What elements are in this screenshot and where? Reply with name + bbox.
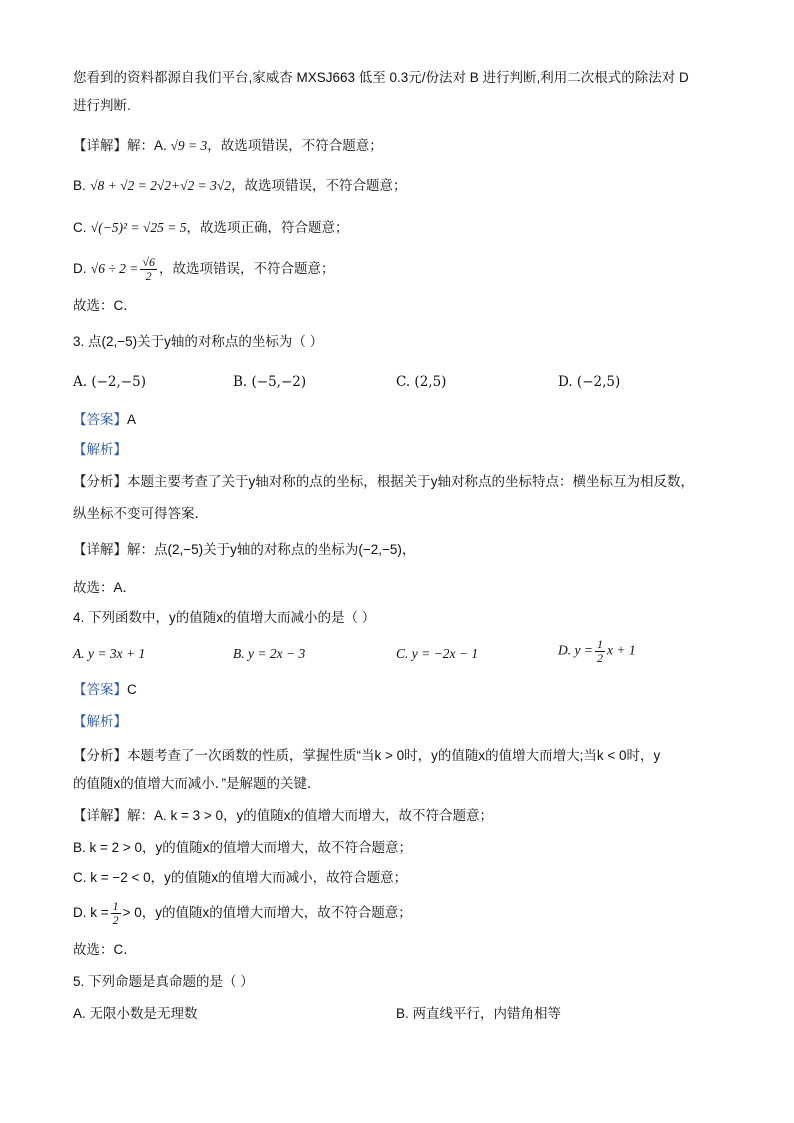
q3-analysis-2: 纵坐标不变可得答案．	[73, 506, 208, 521]
q4-stem: 4. 下列函数中，y的值随x的值增大而减小的是（ ）	[73, 610, 376, 625]
q3-analysis-1: 【分析】本题主要考查了关于y轴对称的点的坐标，根据关于y轴对称点的坐标特点：横坐标互为相反数，	[73, 474, 694, 489]
q4-detail-c: C. k = −2 < 0，y的值随x的值增大而减小，故符合题意；	[73, 870, 408, 885]
q2-detail-d: D. √6 ÷ 2 = $\frac{√6}{2}$ ，故选项错误，不符合题意；	[73, 255, 335, 283]
q4-answer: 【答案】C	[73, 682, 137, 697]
math-expression: √8 + √2 = 2√2+√2 = 3√2	[90, 178, 232, 193]
q5-option-a: A. 无限小数是无理数	[73, 1006, 198, 1021]
q4-option-a: A. y = 3x + 1	[73, 646, 146, 661]
q2-detail-c: C. √(−5)² = √25 = 5，故选项正确，符合题意；	[73, 220, 349, 235]
q2-detail-b: B. √8 + √2 = 2√2+√2 = 3√2，故选项错误，不符合题意；	[73, 178, 407, 193]
q4-option-c: C. y = −2x − 1	[396, 646, 479, 661]
q5-option-b: B. 两直线平行，内错角相等	[396, 1006, 562, 1021]
q4-analysis-2: 的值随x的值增大而减小．”是解题的关键．	[73, 776, 321, 791]
fraction: $\frac{1}{2}$	[596, 637, 603, 665]
q3-choice: 故选：A．	[73, 580, 137, 595]
q3-detail: 【详解】解：点(2,−5)关于y轴的对称点的坐标为(−2,−5)，	[73, 542, 416, 557]
detail-label: 【详解】	[73, 138, 127, 153]
q3-option-b: B. (−5,−2)	[233, 374, 307, 390]
q4-detail-a: 【详解】解：A. k = 3 > 0，y的值随x的值增大而增大，故不符合题意；	[73, 808, 494, 823]
q3-analysis-label: 【解析】	[73, 442, 127, 457]
fraction: $\frac{√6}{2}$	[142, 255, 155, 283]
q3-option-c: C. (2,5)	[396, 374, 447, 390]
header-note: 您看到的资料都源自我们平台,家威杏 MXSJ663 低至 0.3元/份法对 B 进行判断,利用二次根式的除法对 D	[73, 70, 689, 85]
q3-answer: 【答案】A	[73, 412, 137, 427]
q4-detail-b: B. k = 2 > 0，y的值随x的值增大而增大，故不符合题意；	[73, 840, 413, 855]
answer-label: 【答案】	[73, 412, 127, 427]
q5-stem: 5. 下列命题是真命题的是（ ）	[73, 974, 254, 989]
q4-option-d: D. y = $\frac{1}{2}$ x + 1	[558, 637, 636, 665]
q3-option-d: D. (−2,5)	[558, 374, 621, 390]
q4-detail-d: D. k = $\frac{1}{2}$ > 0，y的值随x的值增大而增大，故不符合题意；	[73, 899, 412, 927]
q2-detail-a: 【详解】解：A. √9 = 3，故选项错误，不符合题意；	[73, 138, 383, 153]
math-expression: √9 = 3	[170, 138, 208, 153]
q2-choice: 故选：C．	[73, 298, 137, 313]
q4-choice: 故选：C．	[73, 942, 137, 957]
q3-stem: 3. 点(2,−5)关于y轴的对称点的坐标为（ ）	[73, 334, 324, 349]
q3-option-a: A. (−2,−5)	[73, 374, 146, 390]
q4-analysis-1: 【分析】本题考查了一次函数的性质，掌握性质“当k > 0时，y的值随x的值增大而增大;当k < 0时，y	[73, 748, 661, 763]
math-expression: √(−5)² = √25 = 5	[90, 220, 187, 235]
fraction: $\frac{1}{2}$	[112, 899, 119, 927]
header-note-cont: 进行判断.	[73, 98, 131, 113]
q4-analysis-label: 【解析】	[73, 714, 127, 729]
q4-option-b: B. y = 2x − 3	[233, 646, 306, 661]
answer-label: 【答案】	[73, 682, 127, 697]
